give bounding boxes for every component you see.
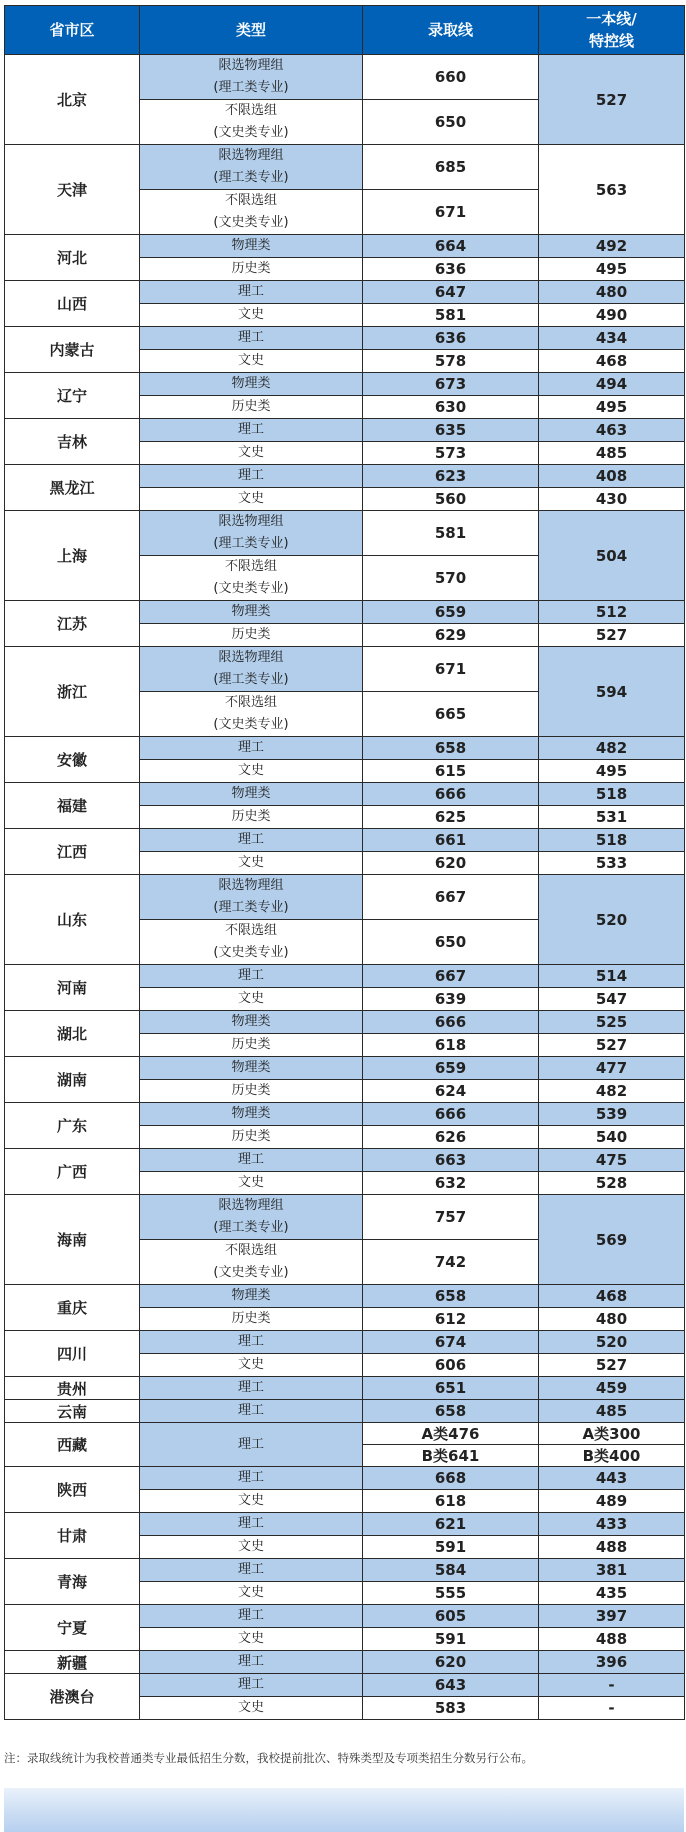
baseline-cell: 485 xyxy=(539,1400,685,1423)
type-cell xyxy=(140,100,363,145)
baseline-cell: 480 xyxy=(539,281,685,304)
table-row xyxy=(5,1331,685,1354)
type-cell xyxy=(140,1195,363,1240)
score-cell: 570 xyxy=(363,556,539,601)
province-cell: 西藏 xyxy=(5,1423,140,1467)
type-cell: 理工 xyxy=(140,1674,363,1697)
table-row xyxy=(5,783,685,806)
type-cell: 物理类 xyxy=(140,1285,363,1308)
province-cell: 贵州 xyxy=(5,1377,140,1400)
type-cell xyxy=(140,511,363,556)
province-cell: 新疆 xyxy=(5,1651,140,1674)
baseline-cell: 480 xyxy=(539,1308,685,1331)
score-cell: 591 xyxy=(363,1628,539,1651)
type-cell: 理工 xyxy=(140,965,363,988)
type-cell: 文史 xyxy=(140,1582,363,1605)
baseline-cell: 396 xyxy=(539,1651,685,1674)
baseline-cell: 495 xyxy=(539,396,685,419)
score-cell: 620 xyxy=(363,852,539,875)
table-row xyxy=(5,55,685,100)
province-cell: 青海 xyxy=(5,1559,140,1605)
type-cell: 理工 xyxy=(140,1331,363,1354)
type-cell: 文史 xyxy=(140,988,363,1011)
score-cell: 661 xyxy=(363,829,539,852)
baseline-cell: 463 xyxy=(539,419,685,442)
score-cell: 665 xyxy=(363,692,539,737)
type-line: 不限选组 xyxy=(224,559,277,574)
province-cell: 安徽 xyxy=(5,737,140,783)
score-cell: 606 xyxy=(363,1354,539,1377)
score-cell: 618 xyxy=(363,1490,539,1513)
province-cell: 江西 xyxy=(5,829,140,875)
score-cell: 659 xyxy=(363,1057,539,1080)
table-row xyxy=(5,1513,685,1536)
baseline-cell: 520 xyxy=(539,1331,685,1354)
baseline-cell: 443 xyxy=(539,1467,685,1490)
type-cell: 理工 xyxy=(140,1605,363,1628)
baseline-cell: 485 xyxy=(539,442,685,465)
table-row xyxy=(5,1057,685,1080)
table-row xyxy=(5,419,685,442)
table-row xyxy=(5,1605,685,1628)
type-line: (文史类专业) xyxy=(213,581,289,596)
province-cell: 山西 xyxy=(5,281,140,327)
baseline-cell: 547 xyxy=(539,988,685,1011)
type-cell: 历史类 xyxy=(140,624,363,647)
table-row xyxy=(5,601,685,624)
table-row xyxy=(5,1195,685,1240)
type-cell: 文史 xyxy=(140,1536,363,1559)
score-cell: 664 xyxy=(363,235,539,258)
score-cell: 685 xyxy=(363,145,539,190)
table-row xyxy=(5,511,685,556)
table-row xyxy=(5,829,685,852)
type-cell: 文史 xyxy=(140,1172,363,1195)
type-cell: 物理类 xyxy=(140,1103,363,1126)
table-row xyxy=(5,1011,685,1034)
score-cell: 632 xyxy=(363,1172,539,1195)
province-cell: 四川 xyxy=(5,1331,140,1377)
score-cell: 615 xyxy=(363,760,539,783)
header-score: 录取线 xyxy=(363,6,539,55)
type-cell: 理工 xyxy=(140,419,363,442)
type-cell xyxy=(140,1240,363,1285)
score-cell: 643 xyxy=(363,1674,539,1697)
type-cell: 理工 xyxy=(140,465,363,488)
baseline-cell: 434 xyxy=(539,327,685,350)
baseline-cell: 563 xyxy=(539,145,685,235)
type-cell: 文史 xyxy=(140,1697,363,1720)
score-cell: 626 xyxy=(363,1126,539,1149)
type-cell xyxy=(140,190,363,235)
baseline-cell: 569 xyxy=(539,1195,685,1285)
type-cell: 理工 xyxy=(140,1400,363,1423)
footnote: 注：录取线统计为我校普通类专业最低招生分数，我校提前批次、特殊类型及专项类招生分数另行公布。 xyxy=(4,1751,533,1765)
type-cell: 理工 xyxy=(140,1513,363,1536)
baseline-cell: 527 xyxy=(539,1354,685,1377)
table-row xyxy=(5,1674,685,1697)
table-row xyxy=(5,737,685,760)
score-cell: 621 xyxy=(363,1513,539,1536)
table-row xyxy=(5,1559,685,1582)
province-cell: 海南 xyxy=(5,1195,140,1285)
score-cell: 629 xyxy=(363,624,539,647)
baseline-cell: 482 xyxy=(539,737,685,760)
type-line: (文史类专业) xyxy=(213,945,289,960)
score-cell: 620 xyxy=(363,1651,539,1674)
baseline-cell: 504 xyxy=(539,511,685,601)
table-row xyxy=(5,1285,685,1308)
province-cell: 宁夏 xyxy=(5,1605,140,1651)
type-line: 限选物理组 xyxy=(218,1198,284,1213)
province-cell: 甘肃 xyxy=(5,1513,140,1559)
baseline-cell: 518 xyxy=(539,783,685,806)
baseline-cell: A类300 xyxy=(539,1423,685,1445)
baseline-cell: 518 xyxy=(539,829,685,852)
score-cell: 636 xyxy=(363,327,539,350)
province-cell: 江苏 xyxy=(5,601,140,647)
baseline-cell: 397 xyxy=(539,1605,685,1628)
type-cell: 理工 xyxy=(140,829,363,852)
baseline-cell: 527 xyxy=(539,624,685,647)
score-cell: 591 xyxy=(363,1536,539,1559)
province-cell: 吉林 xyxy=(5,419,140,465)
type-line: 不限选组 xyxy=(224,695,277,710)
baseline-cell: 525 xyxy=(539,1011,685,1034)
baseline-cell: 495 xyxy=(539,258,685,281)
baseline-cell: 540 xyxy=(539,1126,685,1149)
type-cell: 理工 xyxy=(140,1149,363,1172)
baseline-cell: 495 xyxy=(539,760,685,783)
type-cell: 理工 xyxy=(140,327,363,350)
type-cell: 理工 xyxy=(140,1377,363,1400)
type-cell: 历史类 xyxy=(140,1080,363,1103)
type-cell: 历史类 xyxy=(140,1126,363,1149)
type-line: (文史类专业) xyxy=(213,1265,289,1280)
admission-score-table xyxy=(4,5,685,1720)
baseline-cell: 492 xyxy=(539,235,685,258)
score-cell: 650 xyxy=(363,920,539,965)
header-baseline-line2: 特控线 xyxy=(588,32,634,50)
header-type: 类型 xyxy=(140,6,363,55)
baseline-cell: 475 xyxy=(539,1149,685,1172)
type-cell: 物理类 xyxy=(140,1011,363,1034)
score-cell: 560 xyxy=(363,488,539,511)
score-cell: A类476 xyxy=(363,1423,539,1445)
type-cell: 物理类 xyxy=(140,1057,363,1080)
score-cell: 612 xyxy=(363,1308,539,1331)
score-cell: 666 xyxy=(363,783,539,806)
baseline-cell: 488 xyxy=(539,1628,685,1651)
score-cell: 624 xyxy=(363,1080,539,1103)
score-cell: 555 xyxy=(363,1582,539,1605)
type-cell: 历史类 xyxy=(140,1308,363,1331)
type-line: 限选物理组 xyxy=(218,58,284,73)
province-cell: 福建 xyxy=(5,783,140,829)
score-cell: 658 xyxy=(363,1285,539,1308)
type-cell: 文史 xyxy=(140,760,363,783)
score-cell: 573 xyxy=(363,442,539,465)
type-cell: 物理类 xyxy=(140,373,363,396)
score-cell: 623 xyxy=(363,465,539,488)
type-cell: 文史 xyxy=(140,1490,363,1513)
baseline-cell: 531 xyxy=(539,806,685,829)
type-cell: 文史 xyxy=(140,1628,363,1651)
type-line: (理工类专业) xyxy=(213,1220,289,1235)
province-cell: 重庆 xyxy=(5,1285,140,1331)
baseline-cell: 435 xyxy=(539,1582,685,1605)
baseline-cell: 528 xyxy=(539,1172,685,1195)
type-line: 不限选组 xyxy=(224,1243,277,1258)
type-cell xyxy=(140,647,363,692)
type-line: (理工类专业) xyxy=(213,170,289,185)
type-cell xyxy=(140,875,363,920)
table-row xyxy=(5,1149,685,1172)
score-cell: 647 xyxy=(363,281,539,304)
baseline-cell: 489 xyxy=(539,1490,685,1513)
baseline-cell: 408 xyxy=(539,465,685,488)
type-cell: 历史类 xyxy=(140,1034,363,1057)
type-cell xyxy=(140,145,363,190)
score-cell: 651 xyxy=(363,1377,539,1400)
baseline-cell: - xyxy=(539,1674,685,1697)
score-cell: 636 xyxy=(363,258,539,281)
baseline-cell: 490 xyxy=(539,304,685,327)
province-cell: 山东 xyxy=(5,875,140,965)
type-cell xyxy=(140,556,363,601)
baseline-cell: 430 xyxy=(539,488,685,511)
type-cell: 物理类 xyxy=(140,235,363,258)
score-cell: 663 xyxy=(363,1149,539,1172)
baseline-cell: 482 xyxy=(539,1080,685,1103)
type-cell: 物理类 xyxy=(140,783,363,806)
baseline-cell: 459 xyxy=(539,1377,685,1400)
baseline-cell: 494 xyxy=(539,373,685,396)
table-row xyxy=(5,235,685,258)
province-cell: 湖南 xyxy=(5,1057,140,1103)
type-cell: 历史类 xyxy=(140,806,363,829)
type-cell: 理工 xyxy=(140,1467,363,1490)
type-cell: 理工 xyxy=(140,1423,363,1467)
baseline-cell: - xyxy=(539,1697,685,1720)
type-line: (文史类专业) xyxy=(213,717,289,732)
type-cell xyxy=(140,692,363,737)
type-cell: 理工 xyxy=(140,281,363,304)
baseline-cell: 488 xyxy=(539,1536,685,1559)
province-cell: 内蒙古 xyxy=(5,327,140,373)
baseline-cell: B类400 xyxy=(539,1445,685,1467)
type-cell: 文史 xyxy=(140,852,363,875)
table-row xyxy=(5,647,685,692)
table-row xyxy=(5,327,685,350)
score-cell: 625 xyxy=(363,806,539,829)
type-cell xyxy=(140,920,363,965)
baseline-cell: 527 xyxy=(539,55,685,145)
table-row xyxy=(5,465,685,488)
type-line: 限选物理组 xyxy=(218,650,284,665)
type-cell: 文史 xyxy=(140,488,363,511)
footer-banner-image xyxy=(4,1788,684,1832)
type-cell: 历史类 xyxy=(140,258,363,281)
province-cell: 浙江 xyxy=(5,647,140,737)
type-line: 限选物理组 xyxy=(218,878,284,893)
score-cell: 673 xyxy=(363,373,539,396)
table-row xyxy=(5,875,685,920)
score-cell: 671 xyxy=(363,190,539,235)
score-cell: 658 xyxy=(363,737,539,760)
score-cell: 583 xyxy=(363,1697,539,1720)
table-body xyxy=(5,55,685,1720)
province-cell: 广西 xyxy=(5,1149,140,1195)
type-line: (理工类专业) xyxy=(213,900,289,915)
province-cell: 上海 xyxy=(5,511,140,601)
type-line: (理工类专业) xyxy=(213,672,289,687)
table-row xyxy=(5,1423,685,1445)
score-cell: 639 xyxy=(363,988,539,1011)
type-line: 不限选组 xyxy=(224,103,277,118)
table-row xyxy=(5,373,685,396)
baseline-cell: 512 xyxy=(539,601,685,624)
table-header-row xyxy=(5,6,685,55)
province-cell: 云南 xyxy=(5,1400,140,1423)
score-cell: 584 xyxy=(363,1559,539,1582)
score-cell: 668 xyxy=(363,1467,539,1490)
table-row xyxy=(5,1377,685,1400)
province-cell: 湖北 xyxy=(5,1011,140,1057)
type-line: (文史类专业) xyxy=(213,215,289,230)
score-cell: 660 xyxy=(363,55,539,100)
province-cell: 河南 xyxy=(5,965,140,1011)
score-cell: 671 xyxy=(363,647,539,692)
score-cell: 578 xyxy=(363,350,539,373)
header-province: 省市区 xyxy=(5,6,140,55)
table-row xyxy=(5,965,685,988)
baseline-cell: 468 xyxy=(539,350,685,373)
province-cell: 河北 xyxy=(5,235,140,281)
baseline-cell: 514 xyxy=(539,965,685,988)
table-row xyxy=(5,145,685,190)
baseline-cell: 527 xyxy=(539,1034,685,1057)
score-cell: 581 xyxy=(363,304,539,327)
baseline-cell: 533 xyxy=(539,852,685,875)
type-line: 不限选组 xyxy=(224,923,277,938)
province-cell: 黑龙江 xyxy=(5,465,140,511)
type-cell xyxy=(140,55,363,100)
score-cell: 667 xyxy=(363,875,539,920)
baseline-cell: 468 xyxy=(539,1285,685,1308)
table-row xyxy=(5,281,685,304)
province-cell: 陕西 xyxy=(5,1467,140,1513)
baseline-cell: 381 xyxy=(539,1559,685,1582)
baseline-cell: 477 xyxy=(539,1057,685,1080)
type-cell: 文史 xyxy=(140,1354,363,1377)
score-cell: 757 xyxy=(363,1195,539,1240)
type-line: 限选物理组 xyxy=(218,148,284,163)
type-cell: 文史 xyxy=(140,350,363,373)
type-line: (文史类专业) xyxy=(213,125,289,140)
score-cell: 666 xyxy=(363,1103,539,1126)
score-cell: 666 xyxy=(363,1011,539,1034)
type-cell: 理工 xyxy=(140,737,363,760)
province-cell: 北京 xyxy=(5,55,140,145)
score-cell: 630 xyxy=(363,396,539,419)
type-cell: 理工 xyxy=(140,1559,363,1582)
type-line: (理工类专业) xyxy=(213,80,289,95)
type-line: 不限选组 xyxy=(224,193,277,208)
province-cell: 港澳台 xyxy=(5,1674,140,1720)
score-cell: 650 xyxy=(363,100,539,145)
baseline-cell: 520 xyxy=(539,875,685,965)
type-line: 限选物理组 xyxy=(218,514,284,529)
score-cell: 605 xyxy=(363,1605,539,1628)
score-cell: 674 xyxy=(363,1331,539,1354)
score-cell: 667 xyxy=(363,965,539,988)
type-cell: 文史 xyxy=(140,304,363,327)
type-cell: 文史 xyxy=(140,442,363,465)
province-cell: 辽宁 xyxy=(5,373,140,419)
header-baseline xyxy=(539,6,685,55)
baseline-cell: 539 xyxy=(539,1103,685,1126)
baseline-cell: 594 xyxy=(539,647,685,737)
score-cell: 658 xyxy=(363,1400,539,1423)
type-cell: 理工 xyxy=(140,1651,363,1674)
score-cell: 635 xyxy=(363,419,539,442)
score-cell: 618 xyxy=(363,1034,539,1057)
type-cell: 物理类 xyxy=(140,601,363,624)
province-cell: 广东 xyxy=(5,1103,140,1149)
table-row xyxy=(5,1400,685,1423)
score-cell: 581 xyxy=(363,511,539,556)
score-cell: 659 xyxy=(363,601,539,624)
table-row xyxy=(5,1103,685,1126)
province-cell: 天津 xyxy=(5,145,140,235)
baseline-cell: 433 xyxy=(539,1513,685,1536)
score-cell: 742 xyxy=(363,1240,539,1285)
header-baseline-line1: 一本线/ xyxy=(586,10,637,28)
table-row xyxy=(5,1467,685,1490)
score-cell: B类641 xyxy=(363,1445,539,1467)
table-row xyxy=(5,1651,685,1674)
type-line: (理工类专业) xyxy=(213,536,289,551)
type-cell: 历史类 xyxy=(140,396,363,419)
